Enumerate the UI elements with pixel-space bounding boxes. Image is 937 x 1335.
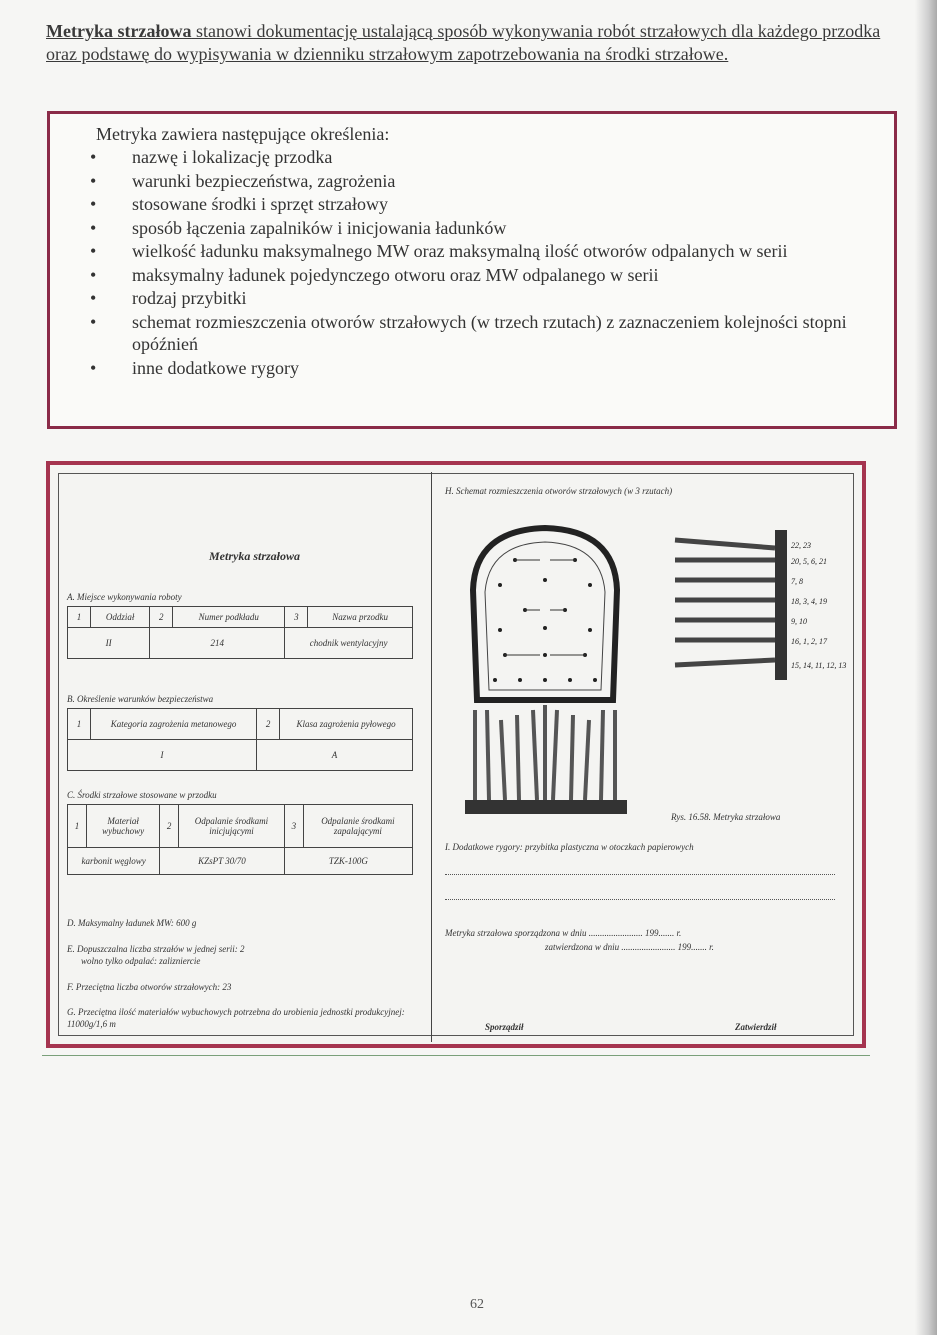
table-a bbox=[67, 606, 413, 659]
bottom-rule bbox=[42, 1055, 870, 1056]
metryka-form-figure bbox=[46, 461, 866, 1048]
table-cell: 3 bbox=[284, 805, 303, 848]
table-cell: Oddział bbox=[91, 607, 150, 628]
table-b bbox=[67, 708, 413, 771]
delay-arrows bbox=[505, 560, 585, 655]
blasthole-schematic bbox=[445, 500, 865, 820]
side-label: 16, 1, 2, 17 bbox=[791, 637, 827, 646]
tunnel-face-side bbox=[775, 530, 787, 680]
table-cell: 214 bbox=[150, 628, 285, 659]
section-b-label: B. Określenie warunków bezpieczeństwa bbox=[67, 694, 214, 704]
list-item: • nazwę i lokalizację przodka bbox=[90, 146, 880, 169]
table-cell: 2 bbox=[257, 709, 280, 740]
section-e-line2: wolno tylko odpalać: zalizniercie bbox=[81, 956, 201, 966]
metryka-contents-box bbox=[47, 111, 897, 429]
side-view-holes bbox=[675, 540, 775, 665]
intro-term: Metryka strzałowa bbox=[46, 21, 192, 41]
side-label: 18, 3, 4, 19 bbox=[791, 597, 827, 606]
table-c bbox=[67, 804, 413, 875]
contents-list bbox=[90, 146, 880, 380]
dotted-line bbox=[445, 874, 835, 875]
list-item: • sposób łączenia zapalników i inicjowania ładunków bbox=[90, 217, 880, 240]
table-cell: Kategoria zagrożenia metanowego bbox=[91, 709, 257, 740]
table-cell: Odpalanie środkami inicjującymi bbox=[179, 805, 285, 848]
side-label: 15, 14, 11, 12, 13 bbox=[791, 661, 847, 670]
table-cell: 1 bbox=[68, 709, 91, 740]
table-cell: 1 bbox=[68, 805, 87, 848]
form-title: Metryka strzałowa bbox=[209, 549, 301, 563]
list-item: • rodzaj przybitki bbox=[90, 287, 880, 310]
form-frame bbox=[58, 473, 854, 1036]
table-cell: 3 bbox=[285, 607, 308, 628]
table-cell: karbonit węglowy bbox=[68, 848, 160, 875]
table-cell: Odpalanie środkami zapalającymi bbox=[303, 805, 412, 848]
hole-markers bbox=[493, 558, 597, 682]
section-e-line: E. Dopuszczalna liczba strzałów w jednej serii: 2 bbox=[67, 944, 245, 954]
page-edge-shadow bbox=[915, 0, 937, 1335]
table-cell: 2 bbox=[160, 805, 179, 848]
tunnel-face-plan bbox=[465, 800, 627, 814]
table-cell: KZsPT 30/70 bbox=[160, 848, 285, 875]
section-g-line: G. Przeciętna ilość materiałów wybuchowych potrzebna do urobienia jednostki produkcyjnej: 11000g/1,6 m bbox=[67, 1007, 405, 1029]
section-h-label: H. Schemat rozmieszczenia otworów strzałowych (w 3 rzutach) bbox=[445, 486, 673, 496]
box-lead: Metryka zawiera następujące określenia: bbox=[96, 124, 390, 144]
table-cell: Materiał wybuchowy bbox=[87, 805, 160, 848]
sign-line-1: Metryka strzałowa sporządzona w dniu ........................ 199....... r. bbox=[445, 928, 682, 938]
list-item: • warunki bezpieczeństwa, zagrożenia bbox=[90, 170, 880, 193]
list-item: • stosowane środki i sprzęt strzałowy bbox=[90, 193, 880, 216]
section-d-line: D. Maksymalny ładunek MW: 600 g bbox=[67, 918, 197, 928]
side-label: 9, 10 bbox=[791, 617, 807, 626]
table-cell: chodnik wentylacyjny bbox=[285, 628, 413, 659]
side-label: 7, 8 bbox=[791, 577, 803, 586]
table-cell: I bbox=[68, 740, 257, 771]
table-cell: Nazwa przodku bbox=[308, 607, 413, 628]
list-item: • wielkość ładunku maksymalnego MW oraz maksymalną ilość otworów odpalanych w serii bbox=[90, 240, 880, 263]
table-cell: Numer podkładu bbox=[173, 607, 285, 628]
intro-paragraph bbox=[46, 20, 912, 66]
table-cell: 1 bbox=[68, 607, 91, 628]
dotted-line bbox=[445, 899, 835, 900]
sign-line-2: zatwierdzona w dniu ........................ 199....... r. bbox=[545, 942, 714, 952]
section-f-line: F. Przeciętna liczba otworów strzałowych: 23 bbox=[67, 982, 232, 992]
right-signature: Zatwierdził bbox=[735, 1022, 777, 1032]
table-cell: TZK-100G bbox=[284, 848, 412, 875]
table-cell: A bbox=[257, 740, 413, 771]
section-c-label: C. Środki strzałowe stosowane w przodku bbox=[67, 790, 217, 800]
side-label: 22, 23 bbox=[791, 541, 811, 550]
intro-text: stanowi dokumentację ustalającą sposób wykonywania robót strzałowych dla każdego przodka oraz podstawę do wypisywania w dzienniku strzałowym zapotrzebowania na środki strzałowe. bbox=[46, 21, 881, 64]
table-cell: Klasa zagrożenia pyłowego bbox=[280, 709, 413, 740]
figure-caption: Rys. 16.58. Metryka strzałowa bbox=[671, 812, 781, 822]
section-a-label: A. Miejsce wykonywania roboty bbox=[67, 592, 182, 602]
section-i-line: I. Dodatkowe rygory: przybitka plastyczna w otoczkach papierowych bbox=[445, 842, 694, 852]
side-label: 20, 5, 6, 21 bbox=[791, 557, 827, 566]
table-cell: II bbox=[68, 628, 150, 659]
list-item: • schemat rozmieszczenia otworów strzałowych (w trzech rzutach) z zaznaczeniem kolejności stopni opóźnień bbox=[90, 311, 880, 356]
table-cell: 2 bbox=[150, 607, 173, 628]
left-signature: Sporządził bbox=[485, 1022, 524, 1032]
page-number: 62 bbox=[470, 1297, 484, 1312]
list-item: • maksymalny ładunek pojedynczego otworu oraz MW odpalanego w serii bbox=[90, 264, 880, 287]
plan-view-holes bbox=[475, 705, 615, 800]
form-divider bbox=[431, 472, 432, 1042]
list-item: • inne dodatkowe rygory bbox=[90, 357, 880, 380]
